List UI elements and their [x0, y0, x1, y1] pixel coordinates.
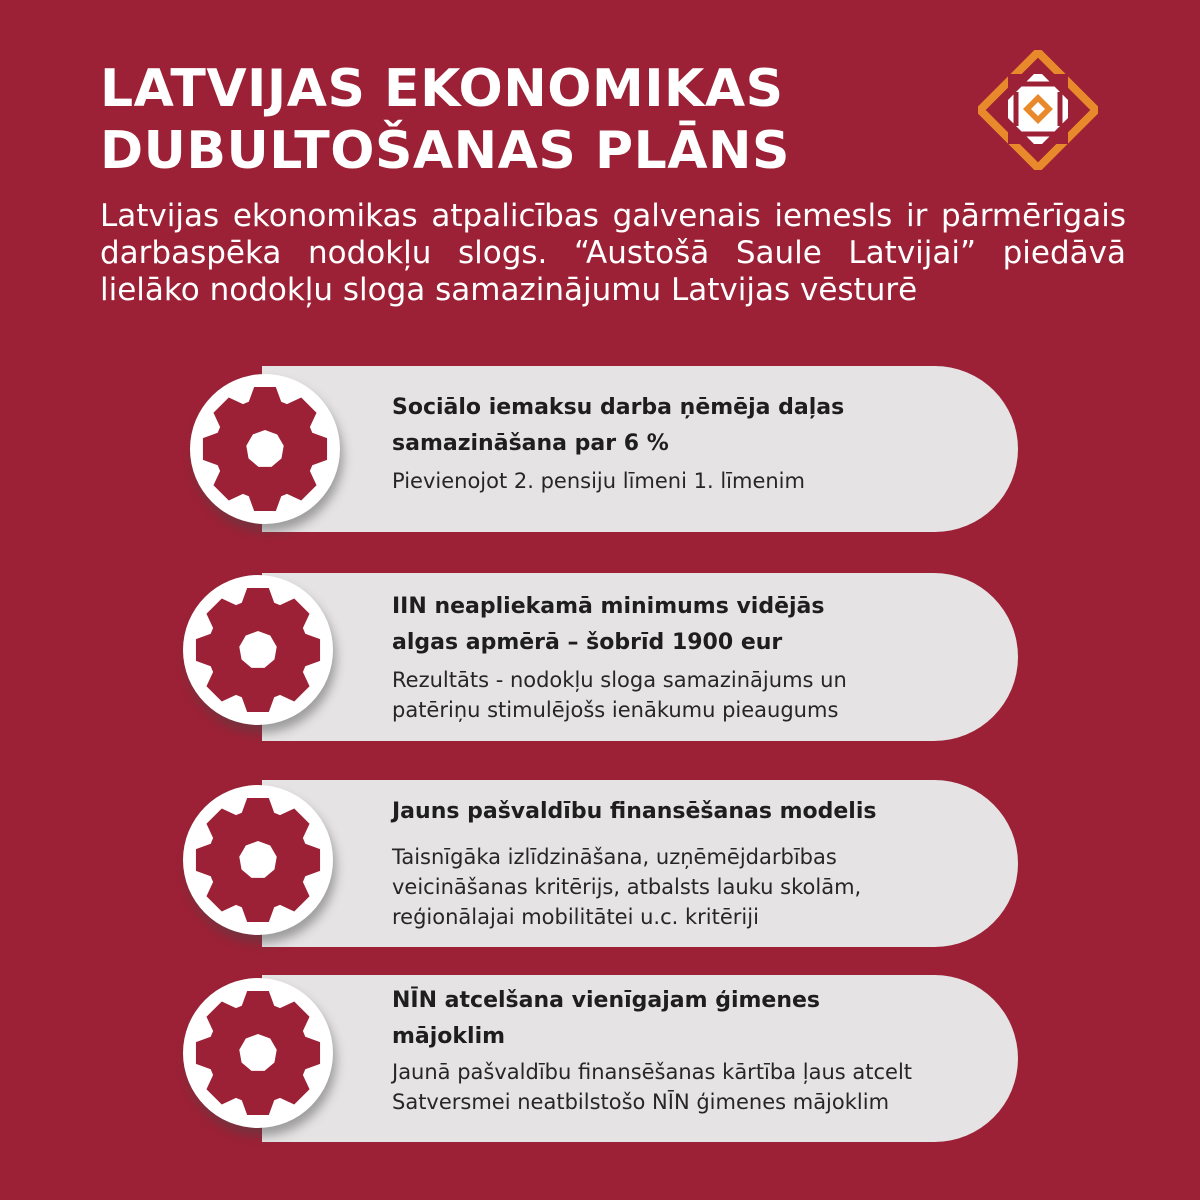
plan-item-description-3: Taisnīgāka izlīdzināšana, uzņēmējdarbības veicināšanas kritērijs, atbalsts lauku skolām, reģionālajai mobilitātei u.c. kritēriji	[392, 845, 862, 929]
plan-item-card-2	[262, 573, 1018, 741]
intro-text: Latvijas ekonomikas atpalicības galvenais iemesls ir pārmērīgais darbaspēka nodokļu slogs. “Austošā Saule Latvijai” piedāvā lielāko nodokļu sloga samazinājumu Latvijas vēsturē	[100, 198, 1126, 308]
plan-item-description-2: Rezultāts - nodokļu sloga samazinājums un patēriņu stimulējošs ienākumu pieaugums	[392, 668, 847, 722]
plan-item-heading-4: NĪN atcelšana vienīgajam ģimenes mājoklim	[392, 988, 821, 1049]
title-line-1: LATVIJAS EKONOMIKAS	[100, 59, 784, 119]
plan-item-heading-1: Sociālo iemaksu darba ņēmēja daļas samazināšana par 6 %	[392, 395, 845, 456]
page-title	[100, 58, 790, 182]
plan-item-heading-3: Jauns pašvaldību finansēšanas modelis	[392, 799, 877, 824]
gear-icon	[183, 978, 333, 1128]
plan-item-card-4	[262, 975, 1018, 1142]
title-line-2: DUBULTOŠANAS PLĀNS	[100, 121, 790, 181]
plan-item-description-4: Jaunā pašvaldību finansēšanas kārtība ļaus atcelt Satversmei neatbilstošo NĪN ģimenes mājoklim	[392, 1060, 913, 1114]
plan-item-heading-2: IIN neapliekamā minimums vidējās algas apmērā – šobrīd 1900 eur	[392, 594, 825, 655]
diamond-sun-logo-icon	[978, 50, 1098, 170]
plan-item-description-1: Pievienojot 2. pensiju līmeni 1. līmenim	[392, 469, 805, 493]
plan-item-card-3	[262, 780, 1018, 947]
plan-item-card-1	[262, 366, 1018, 532]
gear-icon	[183, 785, 333, 935]
gear-icon	[183, 575, 333, 725]
gear-icon	[190, 374, 340, 524]
